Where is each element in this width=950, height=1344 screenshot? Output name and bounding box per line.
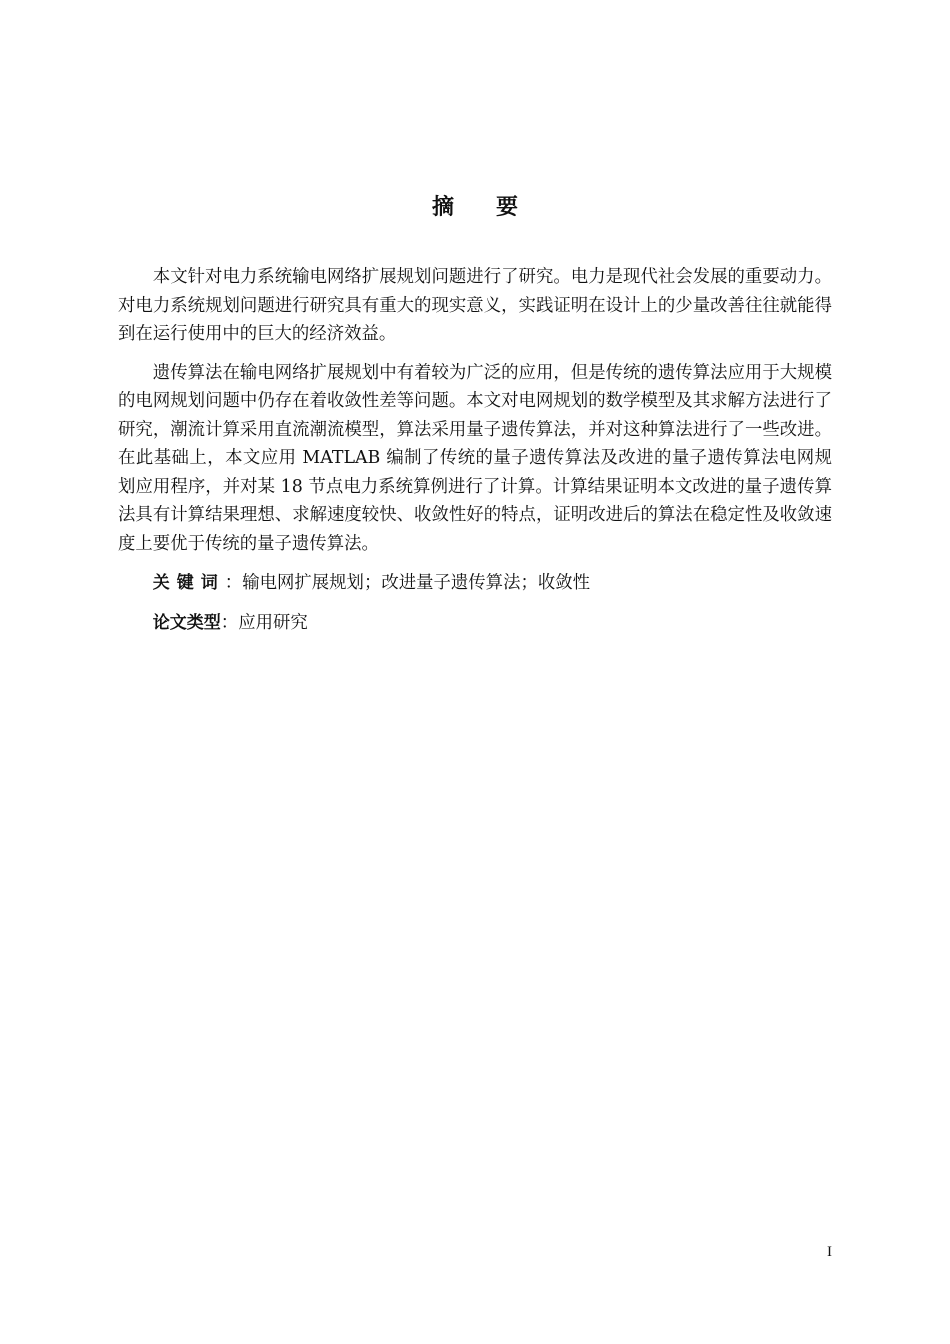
abstract-title: 摘要 (431, 195, 560, 220)
keywords-separator: ： (224, 573, 243, 593)
thesis-type-value: 应用研究 (238, 613, 308, 633)
abstract-paragraph-1: 本文针对电力系统输电网络扩展规划问题进行了研究。电力是现代社会发展的重要动力。对电力系统规划问题进行研究具有重大的现实意义，实践证明在设计上的少量改善往往就能得到在运行使用中的巨大的经济效益。 (118, 267, 832, 344)
abstract-body (118, 263, 832, 648)
abstract-paragraph-2: 遗传算法在输电网络扩展规划中有着较为广泛的应用，但是传统的遗传算法应用于大规模的电网规划问题中仍存在着收敛性差等问题。本文对电网规划的数学模型及其求解方法进行了研究，潮流计算采用直流潮流模型，算法采用量子遗传算法，并对这种算法进行了一些改进。在此基础上，本文应用 MATLAB 编制了传统的量子遗传算法及改进的量子遗传算法电网规划应用程序，并对某 18 节点电力系统算例进行了计算。计算结果证明本文改进的量子遗传算法具有计算结果理想、求解速度较快、收敛性好的特点，证明改进后的算法在稳定性及收敛速度上要优于传统的量子遗传算法。 (118, 362, 832, 554)
keywords-label: 关键词 (152, 573, 225, 593)
page-number: I (827, 1244, 832, 1260)
keywords-value: 输电网扩展规划；改进量子遗传算法；收敛性 (242, 573, 591, 593)
thesis-type-line (118, 608, 832, 638)
keywords-line (118, 568, 832, 598)
thesis-type-label: 论文类型 (152, 613, 221, 633)
thesis-type-separator: ： (220, 613, 239, 633)
